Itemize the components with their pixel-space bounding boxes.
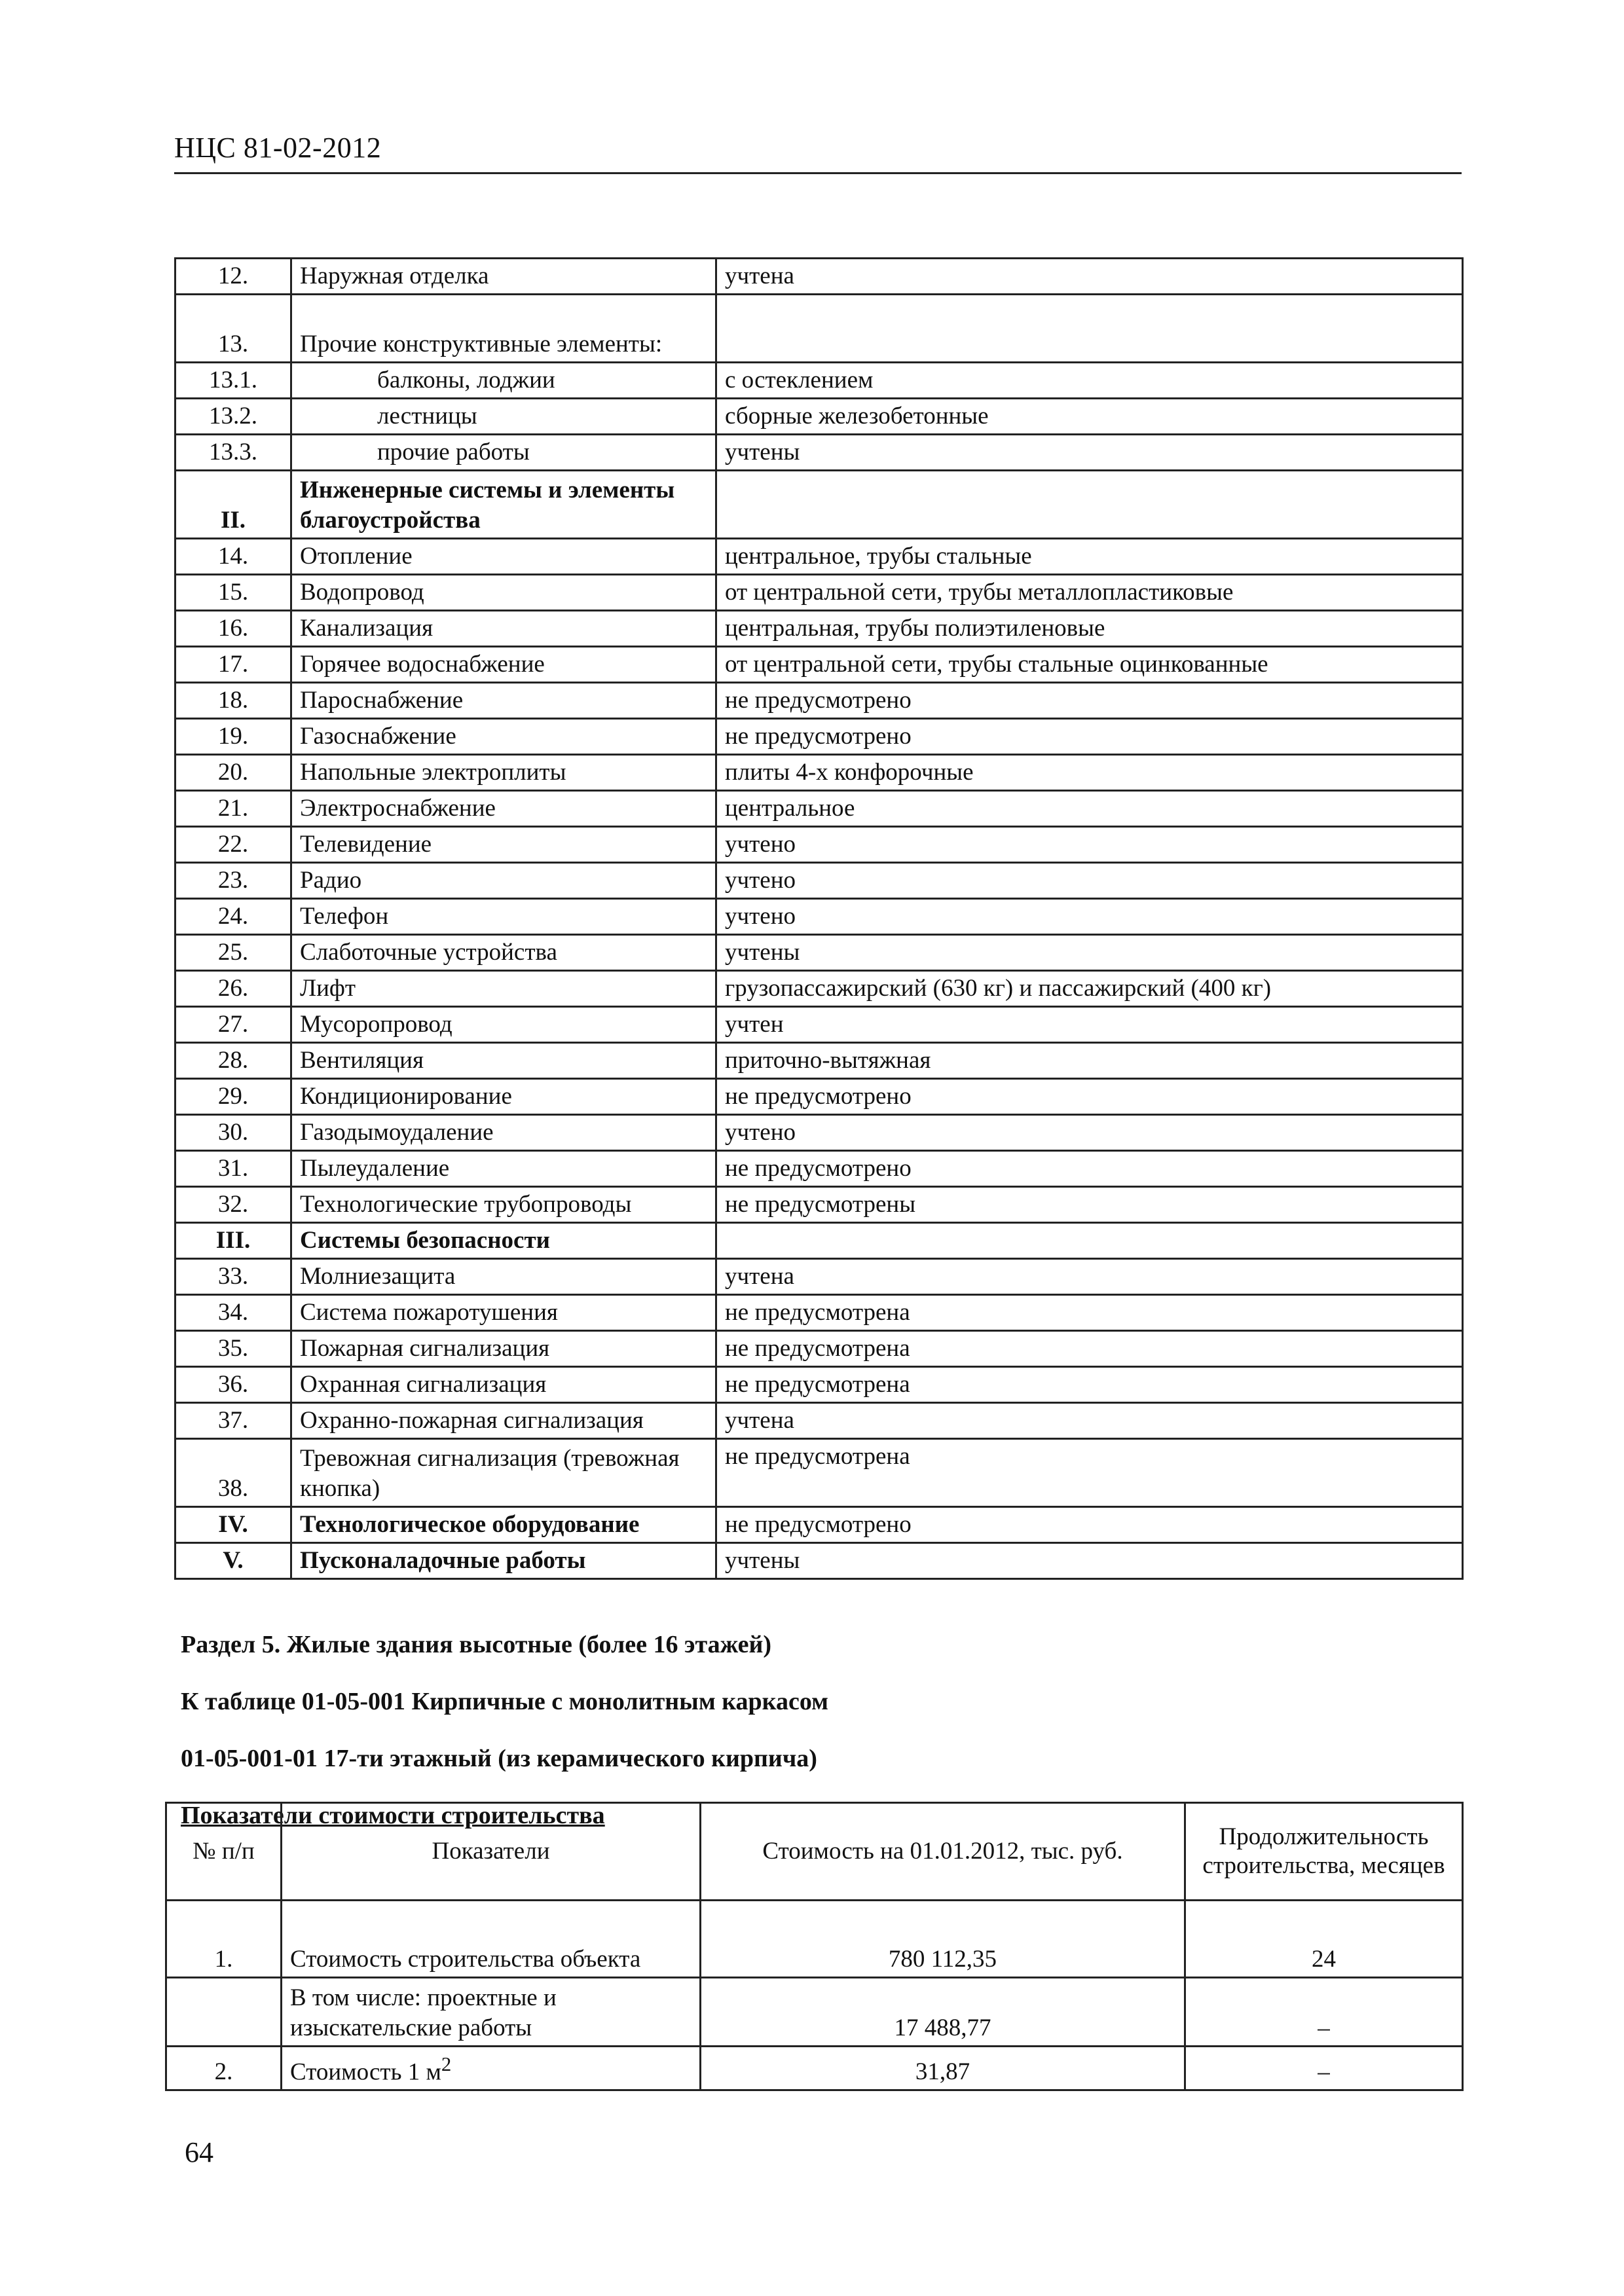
spec-row-num: 27. (175, 1007, 291, 1043)
spec-row-value: плиты 4-х конфорочные (716, 755, 1463, 791)
indicator-text: Стоимость 1 м (290, 2058, 441, 2086)
spec-row (175, 1187, 1463, 1223)
spec-row-name: Телевидение (291, 827, 716, 863)
spec-row-num: 37. (175, 1403, 291, 1439)
spec-row-name: Тревожная сигнализация (тревожная кнопка) (291, 1439, 716, 1507)
spec-row-num: II. (175, 471, 291, 539)
spec-row (175, 827, 1463, 863)
spec-row (175, 1043, 1463, 1079)
spec-row-value (716, 295, 1463, 363)
spec-row-num: 31. (175, 1151, 291, 1187)
spec-row-num: 20. (175, 755, 291, 791)
spec-row (175, 791, 1463, 827)
spec-row-num: 24. (175, 899, 291, 935)
spec-row-name: Лифт (291, 971, 716, 1007)
specification-table-body (175, 259, 1463, 1579)
cost-row-indicator (282, 2047, 701, 2090)
cost-row-indicator: В том числе: проектные и изыскательские работы (282, 1978, 701, 2047)
spec-row-value: учтено (716, 863, 1463, 899)
spec-row (175, 1367, 1463, 1403)
section-title: Раздел 5. Жилые здания высотные (более 16 этажей) (181, 1631, 772, 1658)
spec-row-num: 22. (175, 827, 291, 863)
spec-row-num: 15. (175, 575, 291, 611)
spec-row (175, 1507, 1463, 1543)
spec-row-name: Системы безопасности (291, 1223, 716, 1259)
spec-row-value: центральное (716, 791, 1463, 827)
spec-row (175, 1295, 1463, 1331)
superscript: 2 (441, 2053, 452, 2075)
spec-row-num: 18. (175, 683, 291, 719)
spec-row (175, 295, 1463, 363)
spec-row (175, 683, 1463, 719)
spec-row-num: 36. (175, 1367, 291, 1403)
spec-row-value: не предусмотрена (716, 1439, 1463, 1507)
spec-row (175, 471, 1463, 539)
spec-row-value: учтены (716, 435, 1463, 471)
spec-row-num: 21. (175, 791, 291, 827)
spec-row-value: от центральной сети, трубы металлопластиковые (716, 575, 1463, 611)
spec-row-name: Технологическое оборудование (291, 1507, 716, 1543)
spec-row-num: 28. (175, 1043, 291, 1079)
spec-row-name: Пароснабжение (291, 683, 716, 719)
spec-row (175, 1151, 1463, 1187)
spec-row (175, 899, 1463, 935)
spec-row-num: 38. (175, 1439, 291, 1507)
spec-row (175, 863, 1463, 899)
cost-table-caption: Показатели стоимости строительства (181, 1802, 605, 1829)
spec-row-value: не предусмотрено (716, 1151, 1463, 1187)
header-cost: Стоимость на 01.01.2012, тыс. руб. (701, 1803, 1185, 1901)
cost-row-num: 2. (166, 2047, 282, 2090)
spec-row-name: балконы, лоджии (291, 363, 716, 399)
spec-row-name: Охранная сигнализация (291, 1367, 716, 1403)
cost-table (165, 1802, 1464, 2091)
cost-row-cost: 780 112,35 (701, 1901, 1185, 1978)
spec-row (175, 575, 1463, 611)
spec-row-name: Радио (291, 863, 716, 899)
spec-row-name: Молниезащита (291, 1259, 716, 1295)
spec-row (175, 647, 1463, 683)
spec-row (175, 1439, 1463, 1507)
spec-row-name: Пылеудаление (291, 1151, 716, 1187)
section-headings (181, 1630, 1464, 1830)
cost-row-duration: – (1185, 2047, 1463, 2090)
cost-row (166, 2047, 1463, 2090)
spec-row-name: Отопление (291, 539, 716, 575)
spec-row-num: 25. (175, 935, 291, 971)
cost-row-num (166, 1978, 282, 2047)
spec-row (175, 363, 1463, 399)
header-indicator: Показатели (282, 1803, 701, 1901)
spec-row-name: Технологические трубопроводы (291, 1187, 716, 1223)
spec-row-name: Газодымоудаление (291, 1115, 716, 1151)
spec-row-value: не предусмотрено (716, 1079, 1463, 1115)
spec-row (175, 755, 1463, 791)
spec-row-value: не предусмотрено (716, 1507, 1463, 1543)
header-duration: Продолжительность строительства, месяцев (1185, 1803, 1463, 1901)
spec-row-value: не предусмотрены (716, 1187, 1463, 1223)
spec-row (175, 1543, 1463, 1579)
spec-row-value: центральная, трубы полиэтиленовые (716, 611, 1463, 647)
table-reference: К таблице 01-05-001 Кирпичные с монолитным каркасом (181, 1688, 829, 1715)
spec-row-num: 13. (175, 295, 291, 363)
cost-table-header-row (166, 1803, 1463, 1901)
spec-row (175, 971, 1463, 1007)
spec-row-value: учтена (716, 1403, 1463, 1439)
spec-row-name: Пожарная сигнализация (291, 1331, 716, 1367)
page-header (174, 131, 1462, 174)
spec-row-name: Вентиляция (291, 1043, 716, 1079)
spec-row-name: Электроснабжение (291, 791, 716, 827)
spec-row-num: 26. (175, 971, 291, 1007)
cost-row-indicator: Стоимость строительства объекта (282, 1901, 701, 1978)
spec-row (175, 435, 1463, 471)
spec-row-value: учтено (716, 899, 1463, 935)
spec-row-num: 14. (175, 539, 291, 575)
spec-row-value: от центральной сети, трубы стальные оцинкованные (716, 647, 1463, 683)
header-rule (174, 172, 1462, 174)
spec-row-num: 35. (175, 1331, 291, 1367)
spec-row (175, 1331, 1463, 1367)
spec-row-num: 19. (175, 719, 291, 755)
spec-row-name: Слаботочные устройства (291, 935, 716, 971)
specification-table (174, 257, 1464, 1580)
cost-row-cost: 31,87 (701, 2047, 1185, 2090)
building-code: 01-05-001-01 17-ти этажный (из керамического кирпича) (181, 1745, 817, 1772)
spec-row (175, 1403, 1463, 1439)
spec-row-name: Напольные электроплиты (291, 755, 716, 791)
spec-row-num: 32. (175, 1187, 291, 1223)
spec-row-name: Кондиционирование (291, 1079, 716, 1115)
spec-row-name: прочие работы (291, 435, 716, 471)
spec-row-num: 13.3. (175, 435, 291, 471)
spec-row-value: грузопассажирский (630 кг) и пассажирский (400 кг) (716, 971, 1463, 1007)
spec-row-num: 30. (175, 1115, 291, 1151)
spec-row-name: Наружная отделка (291, 259, 716, 295)
header-num: № п/п (166, 1803, 282, 1901)
spec-row-value: не предусмотрено (716, 683, 1463, 719)
spec-row-value (716, 1223, 1463, 1259)
spec-row (175, 539, 1463, 575)
spec-row (175, 1007, 1463, 1043)
spec-row-value: учтена (716, 259, 1463, 295)
spec-row-num: 33. (175, 1259, 291, 1295)
spec-row-value: учтено (716, 827, 1463, 863)
spec-row (175, 935, 1463, 971)
spec-row-name: Пусконаладочные работы (291, 1543, 716, 1579)
spec-row-value: сборные железобетонные (716, 399, 1463, 435)
cost-row-cost: 17 488,77 (701, 1978, 1185, 2047)
spec-row (175, 399, 1463, 435)
cost-row (166, 1901, 1463, 1978)
spec-row-value: с остеклением (716, 363, 1463, 399)
spec-row-name: Инженерные системы и элементы благоустройства (291, 471, 716, 539)
spec-row-value: приточно-вытяжная (716, 1043, 1463, 1079)
spec-row-value: учтены (716, 935, 1463, 971)
spec-row-name: Телефон (291, 899, 716, 935)
spec-row-num: 17. (175, 647, 291, 683)
spec-row-num: 34. (175, 1295, 291, 1331)
spec-row-num: IV. (175, 1507, 291, 1543)
spec-row-name: лестницы (291, 399, 716, 435)
spec-row-value: не предусмотрена (716, 1295, 1463, 1331)
spec-row-num: 16. (175, 611, 291, 647)
spec-row-value: не предусмотрена (716, 1367, 1463, 1403)
spec-row-name: Газоснабжение (291, 719, 716, 755)
spec-row-name: Канализация (291, 611, 716, 647)
cost-row (166, 1978, 1463, 2047)
spec-row-num: III. (175, 1223, 291, 1259)
spec-row (175, 1079, 1463, 1115)
spec-row-name: Прочие конструктивные элементы: (291, 295, 716, 363)
page-number: 64 (185, 2136, 213, 2168)
spec-row-name: Горячее водоснабжение (291, 647, 716, 683)
spec-row-num: 13.2. (175, 399, 291, 435)
document-code: НЦС 81-02-2012 (174, 132, 382, 164)
spec-row (175, 259, 1463, 295)
spec-row-value (716, 471, 1463, 539)
spec-row-value: учтено (716, 1115, 1463, 1151)
spec-row-name: Водопровод (291, 575, 716, 611)
spec-row-value: учтены (716, 1543, 1463, 1579)
spec-row (175, 1223, 1463, 1259)
cost-row-duration: – (1185, 1978, 1463, 2047)
spec-row-num: 13.1. (175, 363, 291, 399)
spec-row-num: V. (175, 1543, 291, 1579)
spec-row-name: Система пожаротушения (291, 1295, 716, 1331)
spec-row (175, 719, 1463, 755)
spec-row-name: Мусоропровод (291, 1007, 716, 1043)
spec-row (175, 611, 1463, 647)
spec-row-num: 29. (175, 1079, 291, 1115)
spec-row-value: не предусмотрена (716, 1331, 1463, 1367)
spec-row-name: Охранно-пожарная сигнализация (291, 1403, 716, 1439)
spec-row-value: центральное, трубы стальные (716, 539, 1463, 575)
spec-row-value: учтена (716, 1259, 1463, 1295)
spec-row-value: учтен (716, 1007, 1463, 1043)
spec-row-num: 23. (175, 863, 291, 899)
spec-row-value: не предусмотрено (716, 719, 1463, 755)
cost-row-duration: 24 (1185, 1901, 1463, 1978)
spec-row-num: 12. (175, 259, 291, 295)
spec-row (175, 1259, 1463, 1295)
spec-row (175, 1115, 1463, 1151)
cost-row-num: 1. (166, 1901, 282, 1978)
